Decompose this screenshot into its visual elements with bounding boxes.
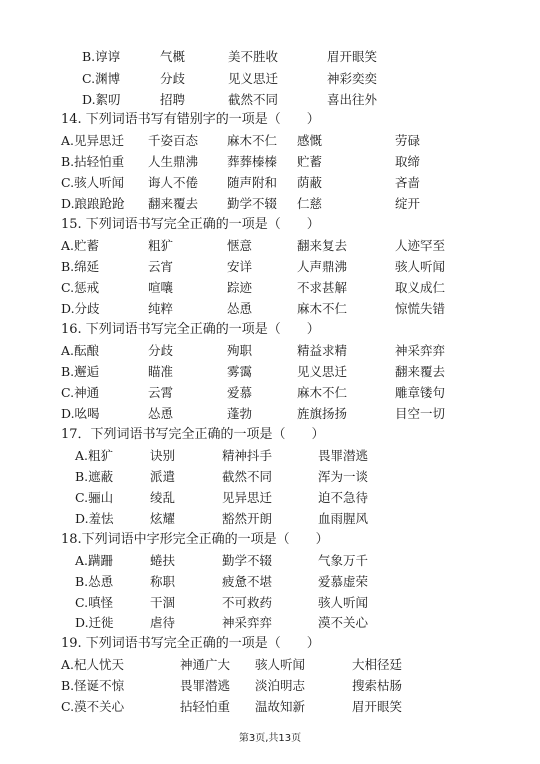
option-word: 拈轻怕重 — [180, 699, 231, 714]
option-label-word: C.惩戒 — [61, 280, 100, 295]
option-word: 见义思迁 — [297, 364, 348, 379]
option-word: 精神抖手 — [222, 448, 273, 463]
option-word: 虐待 — [150, 615, 176, 630]
option-label-word: D.迁徙 — [75, 615, 114, 630]
option-label-word: D.羞怯 — [75, 511, 114, 526]
question-text: 18.下列词语中字形完全正确的一项是（ ） — [61, 532, 329, 547]
option-word: 血雨腥风 — [318, 511, 369, 526]
option-label-word: A.酝酿 — [61, 343, 100, 358]
option-label-word: C.神通 — [61, 385, 100, 400]
option-label-word: B.怪诞不惊 — [61, 678, 125, 693]
question-stem — [0, 320, 540, 340]
option-row — [0, 194, 540, 214]
option-word: 眉开眼笑 — [327, 49, 378, 64]
option-word: 见义思迁 — [228, 71, 279, 86]
option-word: 纯粹 — [148, 301, 174, 316]
option-word: 安详 — [227, 259, 253, 274]
option-word: 吝啬 — [395, 175, 421, 190]
option-word: 惊慌失错 — [395, 301, 446, 316]
option-label-word: B.拈轻怕重 — [61, 154, 125, 169]
option-word: 怂恿 — [227, 301, 253, 316]
option-label-word: B.谆谆 — [82, 49, 121, 64]
question-text: 15. 下列词语书写完全正确的一项是（ ） — [61, 217, 320, 232]
option-word: 麻木不仁 — [297, 301, 348, 316]
option-word: 称职 — [150, 574, 176, 589]
option-word: 精益求精 — [297, 343, 348, 358]
option-word: 迫不急待 — [318, 490, 369, 505]
option-row — [0, 676, 540, 696]
option-word: 人声鼎沸 — [297, 259, 348, 274]
option-word: 雕章镂句 — [395, 385, 446, 400]
option-word: 畏罪潜逃 — [180, 678, 231, 693]
option-word: 搜索枯肠 — [352, 678, 403, 693]
option-label-word: C.渊博 — [82, 71, 121, 86]
option-row — [0, 488, 540, 508]
option-word: 神彩奕奕 — [327, 71, 378, 86]
option-row — [0, 551, 540, 571]
option-label-word: A.粗犷 — [75, 448, 114, 463]
option-word: 诀别 — [150, 448, 176, 463]
option-word: 神通广大 — [180, 657, 231, 672]
option-word: 干涸 — [150, 595, 176, 610]
option-row — [0, 362, 540, 382]
option-word: 神采弈弈 — [395, 343, 446, 358]
option-word: 麻木不仁 — [297, 385, 348, 400]
option-label-word: D.吆喝 — [61, 406, 100, 421]
option-word: 不求甚解 — [297, 280, 348, 295]
option-word: 爱慕虚荣 — [318, 574, 369, 589]
option-word: 截然不同 — [228, 92, 279, 107]
option-row — [0, 236, 540, 256]
option-word: 漠不关心 — [318, 615, 369, 630]
option-row — [0, 69, 540, 89]
option-word: 眉开眼笑 — [352, 699, 403, 714]
option-word: 气象万千 — [318, 553, 369, 568]
option-label-word: C.漠不关心 — [61, 699, 125, 714]
option-word: 葬葬榛榛 — [227, 154, 278, 169]
option-row — [0, 278, 540, 298]
option-word: 勤学不辍 — [227, 196, 278, 211]
option-word: 绽开 — [395, 196, 421, 211]
option-label-word: C.骇人听闻 — [61, 175, 125, 190]
option-label-word: D.絮叨 — [82, 92, 121, 107]
option-word: 贮蓄 — [297, 154, 323, 169]
option-row — [0, 446, 540, 466]
option-row — [0, 509, 540, 529]
question-stem — [0, 425, 540, 445]
option-word: 淡泊明志 — [255, 678, 306, 693]
option-word: 截然不同 — [222, 469, 273, 484]
option-row — [0, 383, 540, 403]
question-stem — [0, 634, 540, 654]
option-word: 旌旗扬扬 — [297, 406, 348, 421]
question-text: 17．下列词语书写完全正确的一项是（ ） — [61, 427, 325, 442]
question-stem — [0, 110, 540, 130]
option-word: 不可救药 — [222, 595, 273, 610]
question-text: 16. 下列词语书写完全正确的一项是（ ） — [61, 322, 320, 337]
option-word: 神采弈弈 — [222, 615, 273, 630]
option-row — [0, 697, 540, 717]
option-row — [0, 341, 540, 361]
option-word: 随声附和 — [227, 175, 278, 190]
option-row — [0, 404, 540, 424]
option-row — [0, 257, 540, 277]
option-row — [0, 593, 540, 613]
option-word: 翻来复去 — [297, 238, 348, 253]
question-stem — [0, 215, 540, 235]
option-word: 怂恿 — [148, 406, 174, 421]
option-label-word: A.贮蓄 — [61, 238, 100, 253]
option-word: 仁慈 — [297, 196, 323, 211]
option-word: 见异思迁 — [222, 490, 273, 505]
option-label-word: B.邂逅 — [61, 364, 100, 379]
option-word: 荫蔽 — [297, 175, 323, 190]
option-word: 派遣 — [150, 469, 176, 484]
option-label-word: A.杞人忧天 — [61, 657, 125, 672]
option-row — [0, 131, 540, 151]
option-row — [0, 47, 540, 67]
option-word: 殉职 — [227, 343, 253, 358]
option-word: 惬意 — [227, 238, 253, 253]
option-word: 云宵 — [148, 259, 174, 274]
question-text: 19. 下列词语书写完全正确的一项是（ ） — [61, 636, 320, 651]
option-row — [0, 655, 540, 675]
option-word: 美不胜收 — [228, 49, 279, 64]
option-word: 骇人听闻 — [395, 259, 446, 274]
option-label-word: C.嗔怪 — [75, 595, 114, 610]
option-label-word: B.绵延 — [61, 259, 100, 274]
option-label-word: A.见异思迁 — [61, 133, 125, 148]
question-stem — [0, 530, 540, 550]
option-word: 取缔 — [395, 154, 421, 169]
option-word: 喧嚷 — [148, 280, 174, 295]
option-word: 蓬勃 — [227, 406, 253, 421]
option-word: 翻来覆去 — [148, 196, 199, 211]
option-word: 人迹罕至 — [395, 238, 446, 253]
option-word: 取义成仁 — [395, 280, 446, 295]
option-word: 温故知新 — [255, 699, 306, 714]
option-label-word: B.怂恿 — [75, 574, 114, 589]
option-word: 骇人听闻 — [255, 657, 306, 672]
option-word: 畏罪潜逃 — [318, 448, 369, 463]
option-word: 人生鼎沸 — [148, 154, 199, 169]
option-word: 翻来覆去 — [395, 364, 446, 379]
option-word: 瞄准 — [148, 364, 174, 379]
option-word: 气概 — [160, 49, 186, 64]
option-word: 诲人不倦 — [148, 175, 199, 190]
option-word: 炫耀 — [150, 511, 176, 526]
option-row — [0, 613, 540, 633]
option-word: 喜出往外 — [327, 92, 378, 107]
option-word: 麻木不仁 — [227, 133, 278, 148]
option-word: 分歧 — [160, 71, 186, 86]
option-word: 疲惫不堪 — [222, 574, 273, 589]
option-word: 千姿百态 — [148, 133, 199, 148]
option-word: 浑为一谈 — [318, 469, 369, 484]
option-label-word: A.蹒跚 — [75, 553, 114, 568]
option-word: 骇人听闻 — [318, 595, 369, 610]
option-row — [0, 90, 540, 110]
option-label-word: B.遮蔽 — [75, 469, 114, 484]
option-word: 勤学不辍 — [222, 553, 273, 568]
option-word: 目空一切 — [395, 406, 446, 421]
option-word: 劳碌 — [395, 133, 421, 148]
option-word: 感慨 — [297, 133, 323, 148]
question-text: 14. 下列词语书写有错别字的一项是（ ） — [61, 112, 320, 127]
option-word: 招聘 — [160, 92, 186, 107]
option-label-word: D.踉踉跄跄 — [61, 196, 125, 211]
option-word: 大相径廷 — [352, 657, 403, 672]
option-word: 爱慕 — [227, 385, 253, 400]
option-row — [0, 299, 540, 319]
option-row — [0, 572, 540, 592]
option-word: 分歧 — [148, 343, 174, 358]
option-word: 踪迹 — [227, 280, 253, 295]
option-label-word: D.分歧 — [61, 301, 100, 316]
option-row — [0, 467, 540, 487]
option-row — [0, 173, 540, 193]
option-word: 豁然开朗 — [222, 511, 273, 526]
option-word: 绫乱 — [150, 490, 176, 505]
option-word: 雾霭 — [227, 364, 253, 379]
page-footer: 第3页,共13页 — [238, 733, 302, 744]
option-word: 蜷扶 — [150, 553, 176, 568]
option-row — [0, 152, 540, 172]
option-word: 粗犷 — [148, 238, 174, 253]
option-word: 云霄 — [148, 385, 174, 400]
option-label-word: C.骊山 — [75, 490, 114, 505]
